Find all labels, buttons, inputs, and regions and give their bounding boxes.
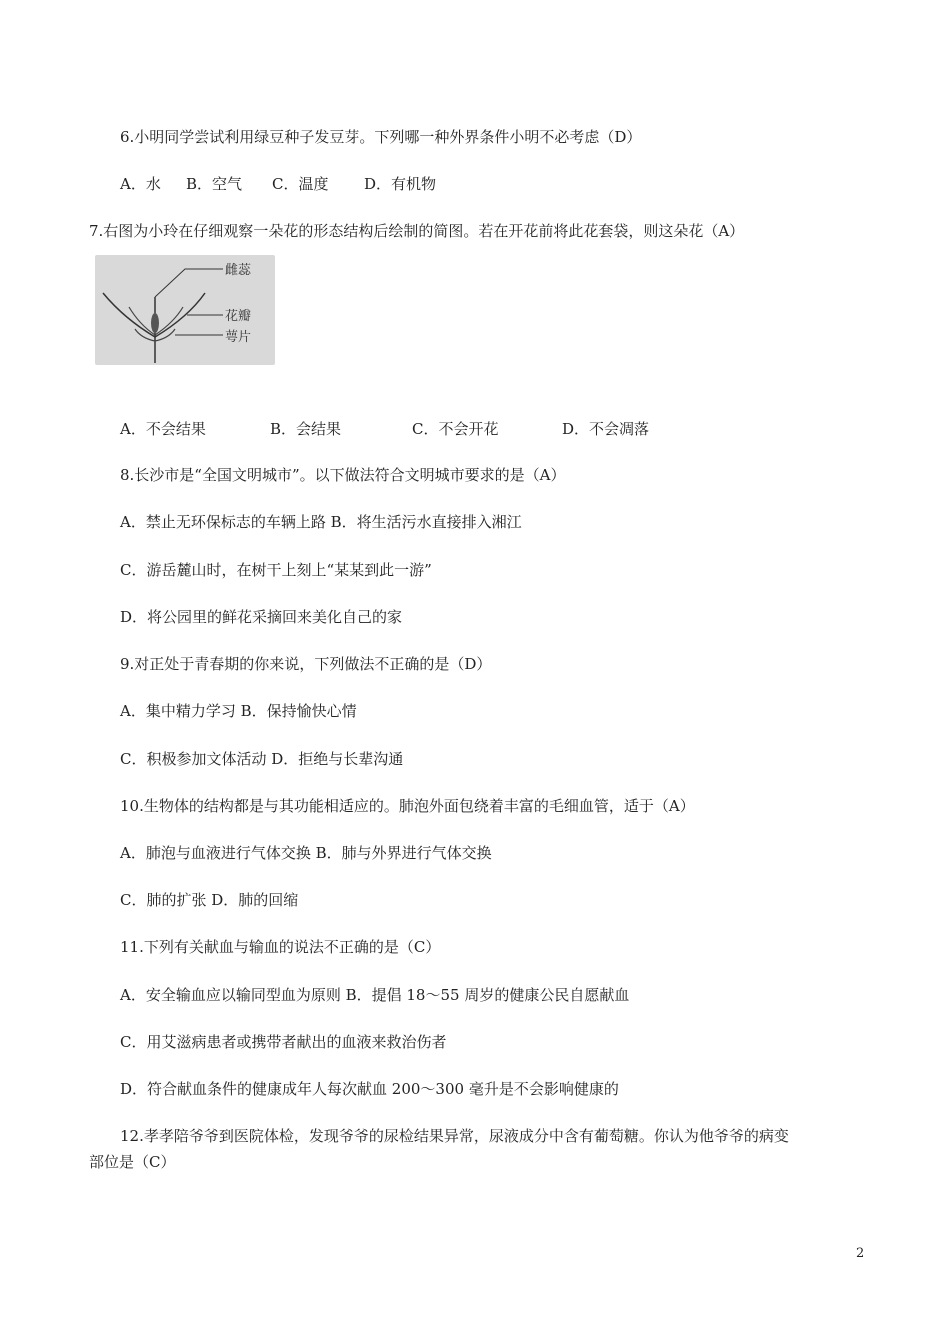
q8-options-line2: C．游岳麓山时，在树干上刻上“某某到此一游”: [120, 561, 432, 579]
q10-options-line1: A．肺泡与血液进行气体交换 B．肺与外界进行气体交换: [120, 844, 492, 862]
q6-option-a: A．水: [120, 175, 161, 193]
q8-options-line1: A．禁止无环保标志的车辆上路 B．将生活污水直接排入湘江: [120, 513, 522, 531]
q8-stem: 8.长沙市是“全国文明城市”。以下做法符合文明城市要求的是（A）: [120, 466, 566, 484]
q10-options-line2: C．肺的扩张 D．肺的回缩: [120, 891, 299, 909]
label-petal: 花瓣: [225, 309, 252, 324]
q9-options-line2: C．积极参加文体活动 D．拒绝与长辈沟通: [120, 750, 404, 768]
q11-stem: 11.下列有关献血与输血的说法不正确的是（C）: [120, 938, 441, 956]
q9-stem: 9.对正处于青春期的你来说，下列做法不正确的是（D）: [120, 655, 492, 673]
q6-option-c: C．温度: [272, 175, 329, 193]
q7-option-a: A．不会结果: [120, 420, 206, 438]
q6-option-d: D．有机物: [364, 175, 437, 193]
q11-options-line1: A．安全输血应以输同型血为原则 B．提倡 18～55 周岁的健康公民自愿献血: [120, 986, 630, 1004]
q11-options-line2: C．用艾滋病患者或携带者献出的血液来救治伤者: [120, 1033, 447, 1051]
q12-stem-line1: 12.孝孝陪爷爷到医院体检，发现爷爷的尿检结果异常，尿液成分中含有葡萄糖。你认为他爷爷的病变: [120, 1127, 789, 1145]
q6-option-b: B．空气: [186, 175, 243, 193]
q7-options: [120, 419, 649, 439]
flower-structure-figure: [95, 255, 275, 365]
q7-option-c: C．不会开花: [412, 420, 499, 438]
page-number: 2: [856, 1246, 865, 1261]
q11-options-line3: D．符合献血条件的健康成年人每次献血 200～300 毫升是不会影响健康的: [120, 1080, 619, 1098]
q7-option-d: D．不会凋落: [562, 420, 650, 438]
q6-stem: 6.小明同学尝试利用绿豆种子发豆芽。下列哪一种外界条件小明不必考虑（D）: [120, 128, 642, 146]
q12-stem-line2: 部位是（C）: [89, 1153, 176, 1171]
q10-stem: 10.生物体的结构都是与其功能相适应的。肺泡外面包绕着丰富的毛细血管，适于（A）: [120, 797, 695, 815]
label-sepal: 萼片: [225, 330, 252, 345]
q6-options: [120, 174, 436, 194]
q7-stem: 7.右图为小玲在仔细观察一朵花的形态结构后绘制的简图。若在开花前将此花套袋，则这朵花（A）: [89, 222, 745, 240]
q7-option-b: B．会结果: [270, 420, 342, 438]
label-pistil: 雌蕊: [225, 263, 252, 278]
q8-options-line3: D．将公园里的鲜花采摘回来美化自己的家: [120, 608, 403, 626]
q9-options-line1: A．集中精力学习 B．保持愉快心情: [120, 702, 357, 720]
